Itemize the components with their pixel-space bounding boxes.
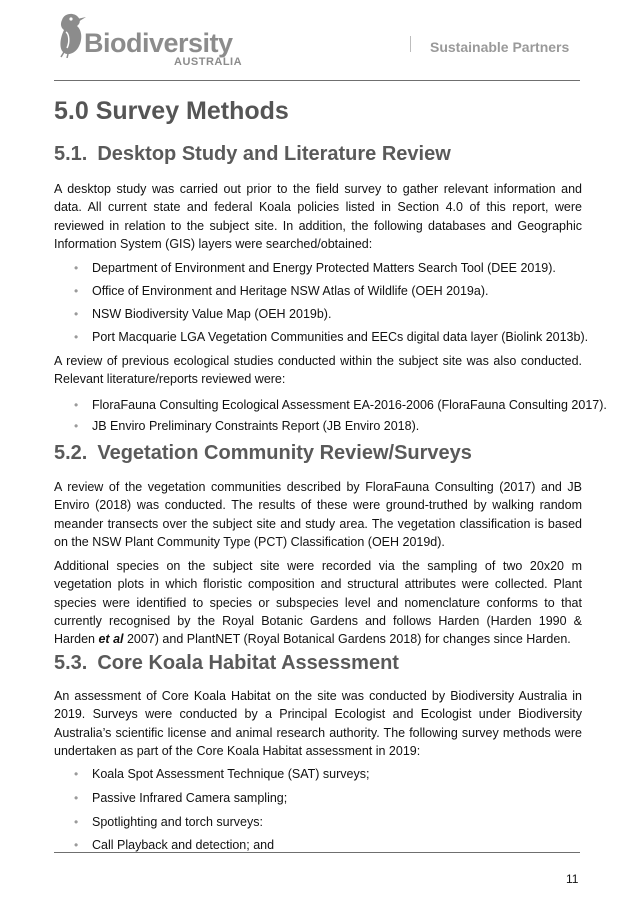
emphasis-text: et al [98,632,124,647]
text-line: A review of the vegetation communities described by FloraFauna Consulting (2017) and JB Enviro [54,480,582,513]
text-line: Surveys were conducted by a Principal Ecologist and Ecologist under Biodiversity Australia’s [54,707,582,740]
text-line: Relevant literature/reports reviewed were: [54,372,286,387]
list-item-text: Office of Environment and Heritage NSW Atlas of Wildlife (OEH 2019a). [92,284,489,298]
bullet-icon: • [74,398,79,412]
list-item-text: NSW Biodiversity Value Map (OEH 2019b). [92,307,332,321]
text-line: Additional species on the subject site were recorded via the sampling of two 20x20 m vegetation [54,559,582,592]
list-item-text: Spotlighting and torch surveys: [92,815,263,829]
text-line: identified to species or subspecies level and nomenclature conforms to that currently recognised by [54,595,582,628]
heading-number: 5.1. [54,143,88,165]
list-item-text: Passive Infrared Camera sampling; [92,791,288,805]
text-line: (2018) was conducted. The results of these were ground-truthed by walking random meander [54,498,582,531]
bullet-icon: • [74,284,79,298]
footer-rule [54,852,580,853]
text-line: 2007) and PlantNET [123,632,241,647]
heading-text: Core Koala Habitat Assessment [97,652,399,674]
heading-5-1 [54,143,451,166]
bullet-icon: • [74,419,79,433]
paragraph-core-koala [54,687,582,760]
section-number: 5.0 [54,97,89,125]
bullet-icon: • [74,838,79,852]
bullet-icon: • [74,307,79,321]
header-separator [410,36,411,52]
text-line: to the subject site. In addition, the following databases and Geographic Information System (GIS) [54,218,582,251]
list-item-text: Call Playback and detection; and [92,838,275,852]
bird-logo-icon [54,10,88,58]
section-title [54,97,289,126]
biodiversity-australia-logo [54,10,244,70]
heading-number: 5.2. [54,442,88,464]
text-line: (Royal Botanical Gardens 2018) for changes since Harden. [243,632,571,647]
text-line: An assessment of Core Koala Habitat on the site was conducted by Biodiversity Australia in 2019. [54,689,582,722]
bullet-icon: • [74,330,79,344]
paragraph-previous-studies [54,352,582,389]
text-line: A desktop study was carried out prior to the field survey to gather relevant information and data. All [54,182,582,215]
text-line: the Royal Botanic Gardens and follows Harden (Harden 1990 & Harden [54,613,582,647]
logo-wordmark: Biodiversity [84,28,233,58]
paragraph-desktop-study [54,180,582,253]
paragraph-vegetation-review [54,478,582,551]
text-line: current state and federal Koala policies listed in Section 4.0 of this report, were reviewed in relation [54,200,582,233]
page-number: 11 [566,872,579,886]
text-line: layers were searched/obtained: [198,236,373,251]
text-line: Plant Community Type (PCT) Classification (OEH 2019d). [124,534,445,549]
text-line: plots in which floristic composition and structural attributes were collected. Plant species were [54,577,582,610]
text-line: A review of previous ecological studies conducted within the subject site was also conducted. [54,354,582,368]
text-line: part of the Core Koala Habitat assessment in 2019: [136,743,421,758]
bullet-icon: • [74,815,79,829]
heading-number: 5.3. [54,652,88,674]
heading-5-3 [54,652,399,675]
heading-text: Vegetation Community Review/Surveys [97,442,472,464]
heading-5-2 [54,442,472,465]
text-line: transects over the subject site and study area. The vegetation classification is based on the NSW [54,516,582,549]
list-item-text: Koala Spot Assessment Technique (SAT) surveys; [92,767,370,781]
heading-text: Desktop Study and Literature Review [97,143,451,165]
logo-subtitle: AUSTRALIA [174,56,243,68]
list-item-text: FloraFauna Consulting Ecological Assessment EA-2016-2006 (FloraFauna Consulting 2017). [92,398,607,412]
list-item-text: Port Macquarie LGA Vegetation Communities and EECs digital data layer (Biolink 2013b). [92,330,589,344]
header-rule [54,80,580,81]
paragraph-additional-species [54,557,582,648]
bullet-icon: • [74,767,79,781]
header-tagline: Sustainable Partners [430,39,570,55]
list-item-text: JB Enviro Preliminary Constraints Report (JB Enviro 2018). [92,419,420,433]
section-title-text: Survey Methods [95,97,289,125]
bullet-icon: • [74,791,79,805]
bullet-icon: • [74,261,79,275]
list-item-text: Department of Environment and Energy Protected Matters Search Tool (DEE 2019). [92,261,556,275]
text-line: scientific license and animal research authority. The following survey methods were undertaken as [54,725,582,758]
